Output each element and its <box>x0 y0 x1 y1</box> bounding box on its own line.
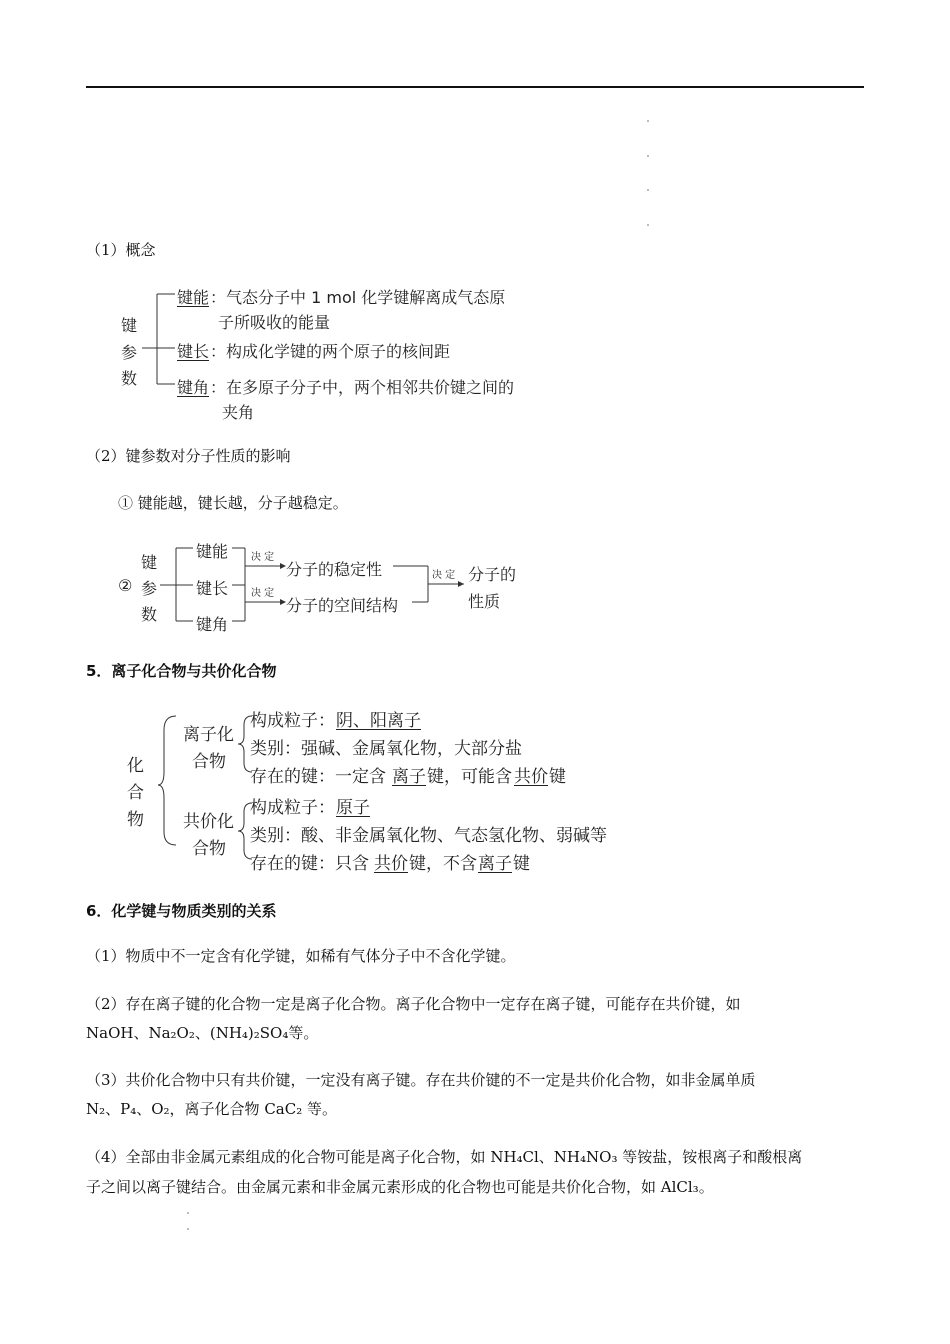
ionic-particles-label: 构成粒子： <box>250 711 335 731</box>
covalent-bond-label: 存在的键：只含 <box>250 854 369 874</box>
term-bond-energy: 键能 <box>177 288 210 307</box>
final-property: 分子的 <box>468 565 517 584</box>
ionic-bond-text: 键，可能含 <box>427 767 512 787</box>
ionic-bond-label: 存在的键：一定含 <box>250 767 386 787</box>
concept-label: （1）概念 <box>86 241 156 259</box>
paragraph-4-cont: 子之间以离子键结合。由金属元素和非金属元素形成的化合物也可能是共价化合物，如 AlCl₃。 <box>86 1178 714 1196</box>
item-bond-length: 键长 <box>196 579 229 598</box>
ionic-bond-ionic: 离子 <box>392 767 426 787</box>
ionic-particles-value: 阴、阳离子 <box>336 711 421 731</box>
desc-bond-length: ：构成化学键的两个原子的核间距 <box>210 342 451 361</box>
section-6-heading: 6．化学键与物质类别的关系 <box>86 902 277 920</box>
diagram-root-char: 数 <box>121 369 138 388</box>
covalent-particles-label: 构成粒子： <box>250 798 335 818</box>
covalent-compound-name: 共价化 <box>183 812 234 832</box>
ionic-compound-name-cont: 合物 <box>192 752 226 772</box>
compound-root-char: 物 <box>127 810 144 830</box>
influence-label: （2）键参数对分子性质的影响 <box>86 447 291 465</box>
desc-bond-energy-cont: 子所吸收的能量 <box>218 313 331 332</box>
diagram-root-char: 键 <box>121 316 138 335</box>
covalent-particles-value: 原子 <box>336 798 370 818</box>
diagram-root-char: 参 <box>141 579 158 598</box>
stability-line: ① 键能越，键长越，分子越稳定。 <box>118 494 348 512</box>
diagram-marker: ② <box>118 576 133 595</box>
final-property-cont: 性质 <box>468 592 501 611</box>
term-bond-angle: 键角 <box>177 378 210 397</box>
covalent-category: 类别：酸、非金属氧化物、气态氢化物、弱碱等 <box>250 826 607 846</box>
diagram-root-char: 参 <box>121 343 138 362</box>
result-stability: 分子的稳定性 <box>286 560 383 579</box>
desc-bond-energy: ：气态分子中 1 mol 化学键解离成气态原 <box>210 288 506 307</box>
compound-root-char: 合 <box>127 783 144 803</box>
covalent-bond-text: 键，不含 <box>409 854 477 874</box>
section-5-heading: 5．离子化合物与共价化合物 <box>86 662 277 680</box>
decide-label: 决 定 <box>251 552 275 563</box>
paragraph-2: （2）存在离子键的化合物一定是离子化合物。离子化合物中一定存在离子键，可能存在共价键，如 <box>86 995 741 1013</box>
ionic-bond-covalent: 共价 <box>514 767 548 787</box>
paragraph-4: （4）全部由非金属元素组成的化合物可能是离子化合物，如 NH₄Cl、NH₄NO₃ 等铵盐，铵根离子和酸根离 <box>86 1148 803 1166</box>
diagram-root-char: 键 <box>141 553 158 572</box>
decide-label: 决 定 <box>251 588 275 599</box>
item-bond-angle: 键角 <box>196 615 229 634</box>
desc-bond-angle: ：在多原子分子中，两个相邻共价键之间的 <box>210 378 515 397</box>
decide-label: 决 定 <box>432 570 456 581</box>
result-structure: 分子的空间结构 <box>286 596 399 615</box>
term-bond-length: 键长 <box>177 342 210 361</box>
paragraph-3-cont: N₂、P₄、O₂，离子化合物 CaC₂ 等。 <box>86 1100 338 1118</box>
desc-bond-angle-cont: 夹角 <box>222 403 255 422</box>
covalent-bond-suffix: 键 <box>513 854 530 874</box>
covalent-bond-covalent: 共价 <box>374 854 408 874</box>
paragraph-3: （3）共价化合物中只有共价键，一定没有离子键。存在共价键的不一定是共价化合物，如非金属单质 <box>86 1071 756 1089</box>
item-bond-energy: 键能 <box>196 542 229 561</box>
compound-root-char: 化 <box>127 756 144 776</box>
ionic-compound-name: 离子化 <box>183 725 234 745</box>
ionic-bond-suffix: 键 <box>549 767 566 787</box>
covalent-compound-name-cont: 合物 <box>192 839 226 859</box>
covalent-bond-ionic: 离子 <box>478 854 512 874</box>
ionic-category: 类别：强碱、金属氧化物，大部分盐 <box>250 739 522 759</box>
paragraph-1: （1）物质中不一定含有化学键，如稀有气体分子中不含化学键。 <box>86 947 516 965</box>
paragraph-2-cont: NaOH、Na₂O₂、(NH₄)₂SO₄等。 <box>86 1024 319 1042</box>
diagram-root-char: 数 <box>141 605 158 624</box>
